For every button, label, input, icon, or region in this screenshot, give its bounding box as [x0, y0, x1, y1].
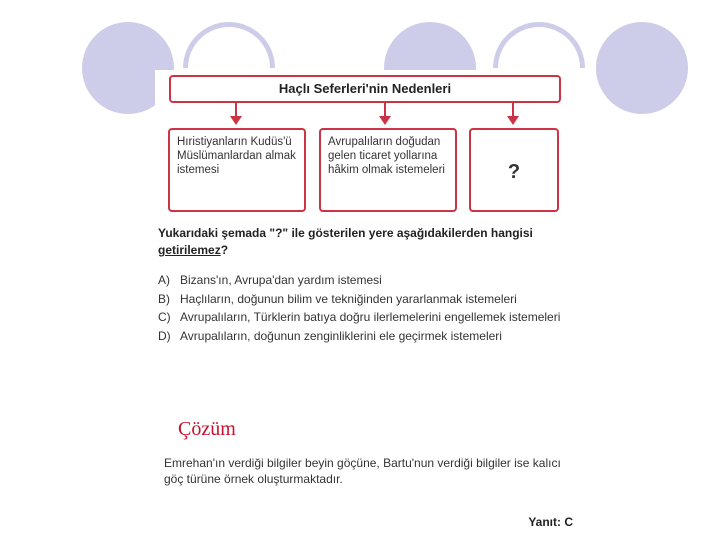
option-text: Avrupalıların, doğunun zenginliklerini ele geçirmek istemeleri — [180, 328, 502, 343]
option-text: Haçlıların, doğunun bilim ve tekniğinden yararlanmak istemeleri — [180, 291, 517, 306]
option-d — [158, 329, 576, 345]
document-page — [155, 70, 585, 535]
option-text: Avrupalıların, Türklerin batıya doğru ilerlemelerini engellemek istemeleri — [180, 310, 561, 324]
diagram-title: Haçlı Seferleri'nin Nedenleri — [169, 75, 561, 103]
question-emphasis: getirilemez — [158, 243, 221, 257]
option-text: Bizans'ın, Avrupa'dan yardım istemesi — [180, 273, 382, 287]
cause-box-unknown: ? — [469, 128, 559, 212]
cause-box-1: Hıristiyanların Kudüs'ü Müslümanlardan almak istemesi — [168, 128, 306, 212]
question-text-before: Yukarıdaki şemada "?" ile gösterilen yere aşağıdakilerden hangisi — [158, 226, 533, 240]
option-letter: B) — [158, 291, 170, 306]
option-letter: A) — [158, 273, 170, 287]
arrow-down-icon — [512, 102, 514, 118]
option-letter: D) — [158, 328, 171, 343]
solution-text: Emrehan'ın verdiği bilgiler beyin göçüne, Bartu'nun verdiği bilgiler ise kalıcı göç türüne örnek oluşturmaktadır. — [164, 456, 561, 486]
question-text — [158, 225, 573, 259]
option-a — [158, 273, 576, 289]
answer-key: Yanıt: C — [528, 515, 573, 529]
answer-options — [158, 273, 576, 347]
arrow-down-icon — [384, 102, 386, 118]
cause-box-2: Avrupalıların doğudan gelen ticaret yollarına hâkim olmak istemeleri — [319, 128, 457, 212]
binder-ring-icon — [596, 22, 688, 114]
arrow-down-icon — [235, 102, 237, 118]
option-letter: C) — [158, 310, 171, 324]
question-text-after: ? — [220, 243, 229, 257]
option-b — [158, 292, 576, 308]
solution-title: Çözüm — [178, 418, 236, 440]
option-c — [158, 310, 576, 326]
